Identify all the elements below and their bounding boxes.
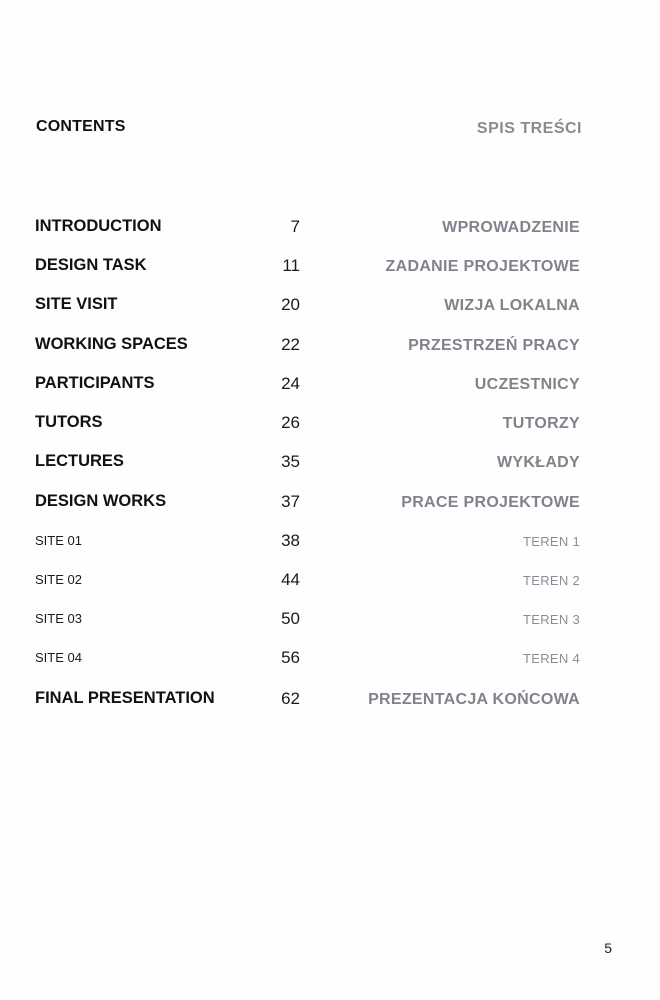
- toc-page-number: 37: [281, 492, 300, 511]
- toc-row-design-task: [0, 256, 660, 284]
- toc-entry-polish: TEREN 4: [522, 651, 580, 666]
- toc-page-number: 26: [281, 413, 300, 432]
- toc-entry-polish: PRZESTRZEŃ PRACY: [408, 337, 580, 354]
- toc-page-number: 35: [281, 452, 300, 471]
- toc-entry-english: SITE 01: [35, 533, 82, 548]
- toc-page-number: 7: [290, 217, 300, 236]
- toc-page-number: 20: [281, 295, 300, 314]
- toc-row-lectures: [0, 452, 660, 480]
- toc-entry-english: WORKING SPACES: [35, 335, 188, 353]
- toc-entry-english: SITE VISIT: [35, 295, 118, 313]
- toc-row-site-visit: [0, 295, 660, 323]
- toc-entry-polish: PRACE PROJEKTOWE: [401, 494, 580, 511]
- toc-entry-polish: TEREN 1: [522, 534, 580, 549]
- page-number: 5: [604, 940, 612, 956]
- toc-page-number: 56: [281, 648, 300, 667]
- toc-entry-polish: WPROWADZENIE: [442, 219, 580, 236]
- toc-page-number: 11: [282, 256, 300, 275]
- toc-page-number: 22: [281, 335, 300, 354]
- toc-entry-english: FINAL PRESENTATION: [35, 689, 215, 707]
- toc-page-number: 24: [281, 374, 300, 393]
- toc-row-site-01: [0, 531, 660, 559]
- contents-heading-polish: SPIS TREŚCI: [476, 120, 582, 137]
- toc-entry-polish: ZADANIE PROJEKTOWE: [385, 258, 580, 275]
- toc-entry-polish: TEREN 3: [522, 612, 580, 627]
- toc-entry-english: TUTORS: [35, 413, 103, 431]
- toc-row-site-04: [0, 648, 660, 676]
- toc-page-number: 38: [281, 531, 300, 550]
- toc-entry-english: SITE 02: [35, 572, 82, 587]
- toc-row-working-spaces: [0, 335, 660, 363]
- toc-entry-english: DESIGN TASK: [35, 256, 147, 274]
- toc-entry-english: LECTURES: [35, 452, 124, 470]
- toc-entry-polish: TEREN 2: [522, 573, 580, 588]
- toc-entry-english: DESIGN WORKS: [35, 492, 167, 510]
- contents-heading-english: CONTENTS: [36, 118, 126, 135]
- toc-page-number: 62: [281, 689, 300, 708]
- toc-entry-english: SITE 04: [35, 650, 82, 665]
- toc-row-introduction: [0, 217, 660, 245]
- toc-entry-polish: WYKŁADY: [497, 454, 580, 471]
- toc-page-number: 44: [281, 570, 300, 589]
- toc-row-design-works: [0, 492, 660, 520]
- toc-entry-polish: TUTORZY: [502, 415, 580, 432]
- toc-row-site-03: [0, 609, 660, 637]
- toc-entry-polish: UCZESTNICY: [474, 376, 580, 393]
- toc-row-final-presentation: [0, 689, 660, 717]
- toc-entry-polish: WIZJA LOKALNA: [444, 297, 580, 314]
- toc-entry-polish: PREZENTACJA KOŃCOWA: [368, 691, 580, 708]
- toc-row-tutors: [0, 413, 660, 441]
- toc-entry-english: INTRODUCTION: [35, 217, 162, 235]
- toc-entry-english: SITE 03: [35, 611, 82, 626]
- toc-entry-english: PARTICIPANTS: [35, 374, 155, 392]
- toc-page-number: 50: [281, 609, 300, 628]
- toc-row-site-02: [0, 570, 660, 598]
- toc-row-participants: [0, 374, 660, 402]
